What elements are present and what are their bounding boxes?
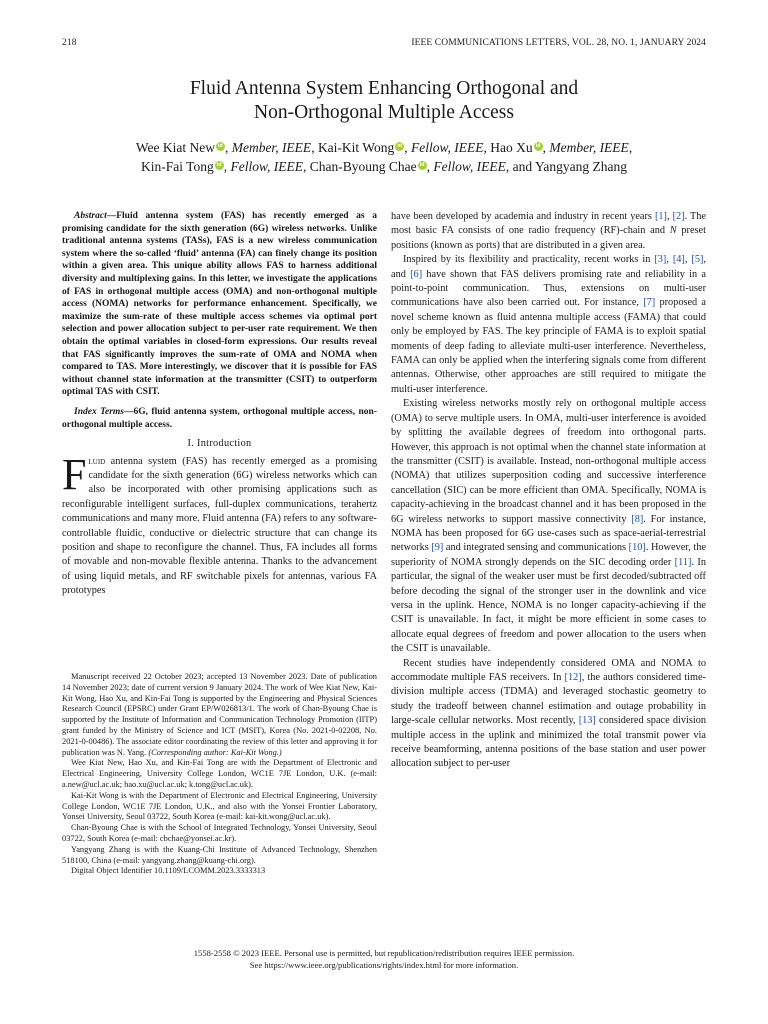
title-line-1: Fluid Antenna System Enhancing Orthogonal and	[189, 78, 579, 99]
citation-link[interactable]: [5]	[691, 254, 704, 266]
author-role: Fellow, IEEE	[230, 159, 303, 174]
body-text: ,	[666, 211, 673, 222]
citation-link[interactable]: [2]	[672, 211, 685, 222]
author-role: Member, IEEE	[231, 140, 312, 155]
citation-link[interactable]: [9]	[431, 542, 444, 554]
abstract-text: Fluid antenna system (FAS) has recently emerged as a promising candidate for the sixth generation (6G) wireless networks. Unlike traditional antenna systems (TASs), FAS is a new wireless communication system where the so-called ‘fluid’ antenna (FA) can finely change its position within a given area. This unique ability allows FAS to harness additional diversity and multiplexing gains. In this letter, we investigate the applications of FAS in orthogonal multiple access (OMA) and non-orthogonal multiple access (NOMA) networks for performance enhancement. Specifically, we maximize the sum-rate of these multiple access schemes via optimal port selection and power allocation subject to per-user rate requirement. We then obtain the optimal variables in closed-form expressions. Our results reveal that FAS significantly improves the sum-rate of OMA and NOMA when compared to TAS. More interestingly, we discover that it is possible for FAS without channel state information at the transmitter (CSIT) to outperform optimal TAS with CSIT.	[62, 211, 377, 398]
author-name: Kin-Fai Tong	[141, 159, 214, 174]
footnote-text: Manuscript received 22 October 2023; accepted 13 November 2023. Date of publication 14 November 2023; date of current version 9 January 2024. The work of Wee Kiat New, Kai-Kit Wong, Hao Xu, and Kin-Fai Tong is supported by the Engineering and Physical Sciences Research Council (EPSRC) under Grant EP/W026813/1. The work of Chan-Byoung Chae is supported by the Institute of Information and Communication Technology Promotion (IITP) grant funded by the Ministry of Science and ICT (MSIT), Korea (No. 2021-0-02208, No. 2021-0-00486). The associate editor coordinating the review of this letter and approving it for publication was N. Yang.	[62, 672, 377, 757]
citation-link[interactable]: [4]	[672, 254, 685, 266]
orcid-icon[interactable]: id	[395, 142, 404, 151]
body-text: , and	[391, 254, 706, 280]
rights-url-line: See https://www.ieee.org/publications/rights/index.html for more information.	[249, 959, 519, 970]
author-and: and	[512, 159, 533, 174]
author-name: Kai-Kit Wong	[317, 140, 395, 155]
citation-link[interactable]: [13]	[578, 715, 596, 727]
body-text: and integrated sensing and communications	[443, 542, 629, 554]
author-name: Wee Kiat New	[135, 140, 215, 155]
body-text: Recent studies have independently considered OMA and NOMA to accommodate multiple FAS receivers. In	[391, 657, 706, 683]
citation-link[interactable]: [7]	[643, 297, 656, 309]
right-column	[391, 210, 706, 772]
orcid-icon[interactable]: id	[534, 142, 543, 151]
footnote-affiliation: Kai-Kit Wong is with the Department of Electronic and Electrical Engineering, University College London, WC1E 7JE London, U.K., and also with the Yonsei Frontier Laboratory, Yonsei University, Seoul 03722, South Korea (e-mail: kai-kit.wong@ucl.ac.uk).	[62, 790, 377, 822]
index-terms-label: Index Terms	[74, 406, 125, 417]
paper-title	[62, 77, 706, 125]
body-text: Inspired by its flexibility and practicality, recent works in	[403, 254, 655, 266]
body-text: considered space division multiple access in the uplink and minimized the total transmit power via receive beamforming, antenna positions of the base station and user power allocation subject to per-user	[391, 715, 707, 770]
body-text: , the authors considered time-division multiple access (TDMA) and leveraged stochastic geometry to study the tradeoff between channel estimation and outage probability in large-scale cellular networks. Most recently,	[391, 672, 706, 727]
intro-text: antenna system (FAS) has recently emerged as a promising candidate for the sixth generation (6G) wireless networks which can also be incorporated with other promising applications such as reconfigurable intelligent surfaces, full-duplex communications, terahertz communications and many more. Fluid antenna (FA) refers to any software-controllable fluidic, conductive or dielectric structure that can change its position and shape to reconfigure the channel. Thus, FA includes all forms of movable and non-movable flexible antenna. Thanks to the advancement of using liquid metals, and RF switchable pixels for antennas, various FA prototypes	[62, 455, 377, 597]
body-paragraph	[391, 397, 706, 656]
body-text: . However, the superiority of NOMA strongly depends on the SIC decoding order	[391, 542, 707, 568]
index-terms	[62, 406, 377, 431]
orcid-icon[interactable]: id	[216, 142, 225, 151]
math-symbol: N	[669, 225, 677, 237]
orcid-icon[interactable]: id	[215, 161, 224, 170]
author-list	[62, 138, 706, 176]
corresponding-author: (Corresponding author: Kai-Kit Wong.)	[148, 747, 282, 757]
body-text: . For instance, NOMA has been proposed for 6G use-cases such as space-aerial-terrestrial networks	[391, 513, 706, 554]
footnote-doi: Digital Object Identifier 10.1109/LCOMM.2023.3333313	[71, 866, 266, 876]
page-number: 218	[62, 38, 77, 48]
body-paragraph	[391, 210, 706, 253]
copyright-line: 1558-2558 © 2023 IEEE. Personal use is permitted, but republication/redistribution requires IEEE permission.	[193, 948, 575, 958]
left-column	[62, 210, 377, 599]
footnote-affiliation: Chan-Byoung Chae is with the School of Integrated Technology, Yonsei University, Seoul 03722, South Korea (e-mail: cbchae@yonsei.ac.kr).	[62, 823, 377, 843]
abstract	[62, 210, 377, 399]
citation-link[interactable]: [1]	[654, 211, 667, 222]
body-text: proposed a novel scheme known as fluid antenna multiple access (FAMA) that could only be employed by FAS. The key principle of FAMA is to exploit spatial moments of deep fading to alleviate multi-user interference. Nevertheless, FAMA can only be applied when the interfering signals come from different antennas. Otherwise, other approaches are still required to mitigate the multi-user interference.	[391, 297, 706, 395]
author-name: Hao Xu	[490, 140, 533, 155]
body-text: ,	[666, 254, 673, 266]
author-role: Fellow, IEEE	[410, 140, 484, 155]
footnote-affiliation: Wee Kiat New, Hao Xu, and Kin-Fai Tong are with the Department of Electronic and Electrical Engineering, University College London, WC1E 7JE London, U.K. (e-mail: a.new@ucl.ac.uk; hao.xu@ucl.ac.uk; k.tong@ucl.ac.uk).	[62, 758, 377, 789]
body-text: . The most basic FA consists of one radio frequency (RF)-chain and	[391, 211, 706, 237]
drop-cap: F	[62, 449, 87, 499]
citation-link[interactable]: [8]	[631, 513, 644, 525]
author-line-2: Kin-Fai Tong id , Fellow, IEEE, Chan-Byoung Chae id , Fellow, IEEE, and Yangyang Zhang	[141, 159, 627, 174]
footnote-manuscript	[62, 672, 377, 758]
intro-paragraph	[62, 449, 377, 599]
citation-link[interactable]: [12]	[564, 672, 582, 683]
body-text: preset positions (known as ports) that are distributed in a given area.	[391, 225, 706, 251]
body-text: ,	[684, 254, 692, 266]
citation-link[interactable]: [6]	[410, 268, 423, 280]
author-role: Member, IEEE	[549, 140, 629, 155]
journal-header: IEEE COMMUNICATIONS LETTERS, VOL. 28, NO. 1, JANUARY 2024	[411, 38, 706, 48]
author-name: Chan-Byoung Chae	[309, 159, 417, 174]
orcid-icon[interactable]: id	[418, 161, 427, 170]
author-name: Yangyang Zhang	[534, 159, 627, 174]
intro-lead-caps: luid	[88, 455, 106, 467]
footnotes	[62, 672, 377, 877]
abstract-dash: —	[106, 211, 117, 221]
index-terms-text: 6G, fluid antenna system, orthogonal multiple access, non-orthogonal multiple access.	[62, 406, 377, 430]
citation-link[interactable]: [11]	[674, 556, 692, 568]
section-heading: I. Introduction	[187, 438, 252, 450]
footnote-affiliation: Yangyang Zhang is with the Kuang-Chi Institute of Advanced Technology, Shenzhen 518100, China (e-mail: yangyang.zhang@kuang-chi.org).	[62, 844, 377, 865]
index-terms-dash: —	[124, 406, 134, 417]
title-line-2: Non-Orthogonal Multiple Access	[254, 102, 514, 123]
citation-link[interactable]: [10]	[628, 542, 646, 554]
body-text: have been developed by academia and industry in recent years	[391, 211, 655, 222]
copyright-notice	[62, 948, 706, 971]
author-role: Fellow, IEEE	[433, 159, 506, 174]
body-text: . In particular, the signal of the weaker user must be first decoded/subtracted off before decoding the signal of the stronger user in the downlink and vice versa in the uplink. Hence, NOMA is no longer capacity-achieving if the CSIT is unavailable. In fact, it might be more efficient in some cases to allocate equal degrees of freedom and power allocation to the users when the CSIT is unavailable.	[391, 556, 706, 655]
author-line-1: Wee Kiat New id , Member, IEEE, Kai-Kit Wong id , Fellow, IEEE, Hao Xu id , Member, IEEE,	[135, 140, 633, 155]
citation-link[interactable]: [3]	[654, 254, 667, 266]
body-text: have shown that FAS delivers promising rate and reliability in a point-to-point communication. Thus, extensions on multi-user communications have also been carried out. For instance,	[391, 268, 706, 309]
body-paragraph	[391, 253, 706, 397]
body-paragraph	[391, 657, 706, 772]
body-text: Existing wireless networks mostly rely on orthogonal multiple access (OMA) to serve multiple users. In OMA, multi-user interference is avoided by splitting the available degrees of freedom into orthogonal parts. However, this approach is not optimal when the channel state information at the transmitter (CSIT) is available. Instead, non-orthogonal multiple access (NOMA) that utilizes superposition coding and successive interference cancellation (SIC) can be more efficient than OMA. Specifically, NOMA is capacity-achieving in the broadcast channel and it has been proposed in the 6G wireless networks to support massive connectivity	[391, 398, 706, 525]
abstract-label: Abstract	[74, 211, 107, 221]
